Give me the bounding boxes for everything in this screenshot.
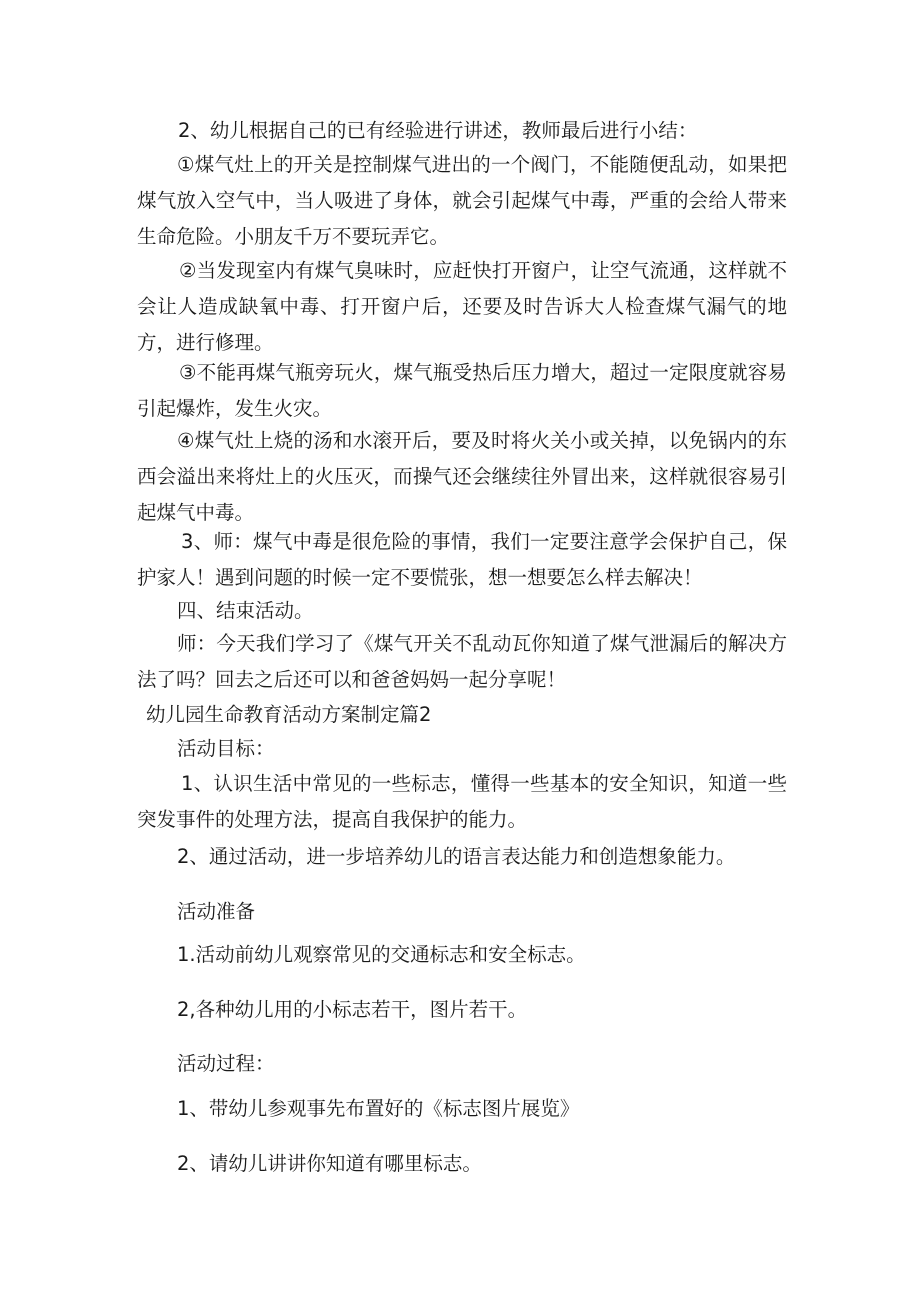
prep-item-2: 2,各种幼儿用的小标志若干，图片若干。 — [177, 998, 528, 1021]
process-item-2: 2、请幼儿讲讲你知道有哪里标志。 — [177, 1152, 482, 1175]
point-1: ①煤气灶上的开关是控制煤气进出的一个阀门，不能随便乱动，如果把煤气放入空气中，当人吸进了身体，就会引起煤气中毒，严重的会给人带来生命危险。小朋友千万不要玩弄它。 — [137, 153, 787, 248]
point-4: ④煤气灶上烧的汤和水滚开后，要及时将火关小或关掉，以免锅内的东西会溢出来将灶上的火压灭，而操气还会继续往外冒出来，这样就很容易引起煤气中毒。 — [137, 429, 787, 524]
section-4-heading: 四、结束活动。 — [177, 599, 314, 622]
point-2: ②当发现室内有煤气臭味时，应赶快打开窗户，让空气流通，这样就不会让人造成缺氧中毒、打开窗户后，还要及时告诉大人检查煤气漏气的地方，进行修理。 — [137, 259, 787, 354]
closing-paragraph: 师：今天我们学习了《煤气开关不乱动瓦你知道了煤气泄漏后的解决方法了吗？回去之后还可以和爸爸妈妈一起分享呢！ — [137, 632, 787, 691]
summary-intro: 2、幼儿根据自己的已有经验进行讲述，教师最后进行小结： — [178, 119, 698, 142]
goals-heading: 活动目标： — [177, 737, 275, 760]
process-heading: 活动过程： — [177, 1052, 275, 1075]
goal-1: 1、认识生活中常见的一些标志，懂得一些基本的安全知识，知道一些突发事件的处理方法，提高自我保护的能力。 — [137, 772, 787, 831]
process-item-1: 1、带幼儿参观事先布置好的《标志图片展览》 — [177, 1097, 580, 1120]
teacher-point-3: 3、师：煤气中毒是很危险的事情，我们一定要注意学会保护自己，保护家人！遇到问题的时候一定不要慌张，想一想要怎么样去解决！ — [137, 530, 787, 589]
prep-item-1: 1.活动前幼儿观察常见的交通标志和安全标志。 — [177, 943, 586, 966]
plan2-title: 幼儿园生命教育活动方案制定篇2 — [146, 703, 432, 726]
prep-heading: 活动准备 — [177, 900, 256, 923]
point-3: ③不能再煤气瓶旁玩火，煤气瓶受热后压力增大，超过一定限度就容易引起爆炸，发生火灾。 — [137, 361, 787, 420]
goal-2: 2、通过活动，进一步培养幼儿的语言表达能力和创造想象能力。 — [177, 845, 736, 868]
